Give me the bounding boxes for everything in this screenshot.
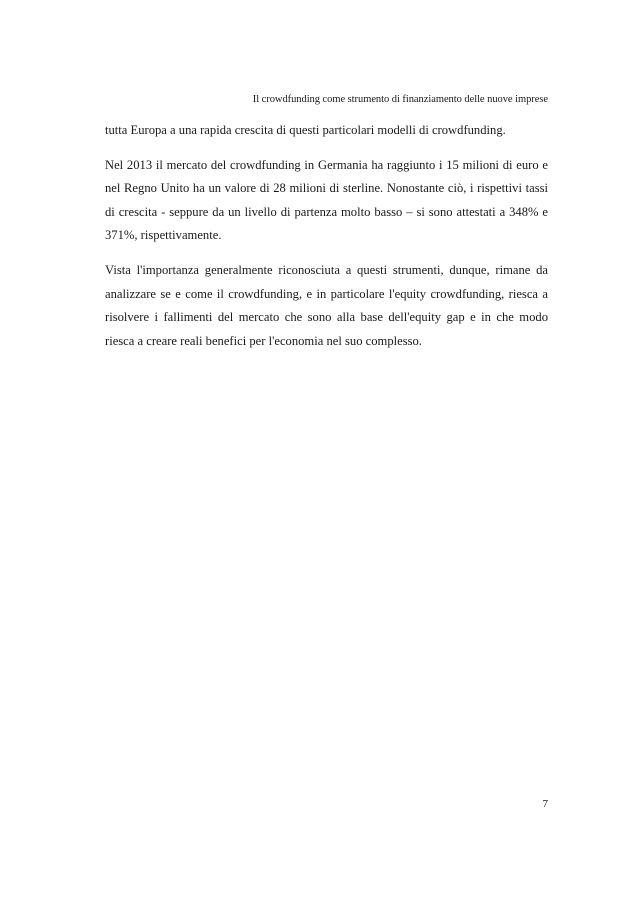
page-number: 7	[542, 798, 548, 810]
running-header: Il crowdfunding come strumento di finanziamento delle nuove imprese	[252, 94, 548, 105]
paragraph-3: Vista l'importanza generalmente riconosciuta a questi strumenti, dunque, rimane da analizzare se e come il crowdfunding, e in particolare l'equity crowdfunding, riesca a risolvere i fallimenti del mercato che sono alla base dell'equity gap e in che modo riesca a creare reali benefici per l'economia nel suo complesso.	[105, 262, 548, 348]
paragraph-2: Nel 2013 il mercato del crowdfunding in Germania ha raggiunto i 15 milioni di euro e nel Regno Unito ha un valore di 28 milioni di sterline. Nonostante ciò, i rispettivi tassi di crescita - seppure da un livello di partenza molto basso – si sono attestati a 348% e 371%, rispettivamente.	[105, 157, 548, 243]
paragraph-1: tutta Europa a una rapida crescita di questi particolari modelli di crowdfunding.	[105, 123, 506, 137]
body-text	[105, 119, 548, 364]
